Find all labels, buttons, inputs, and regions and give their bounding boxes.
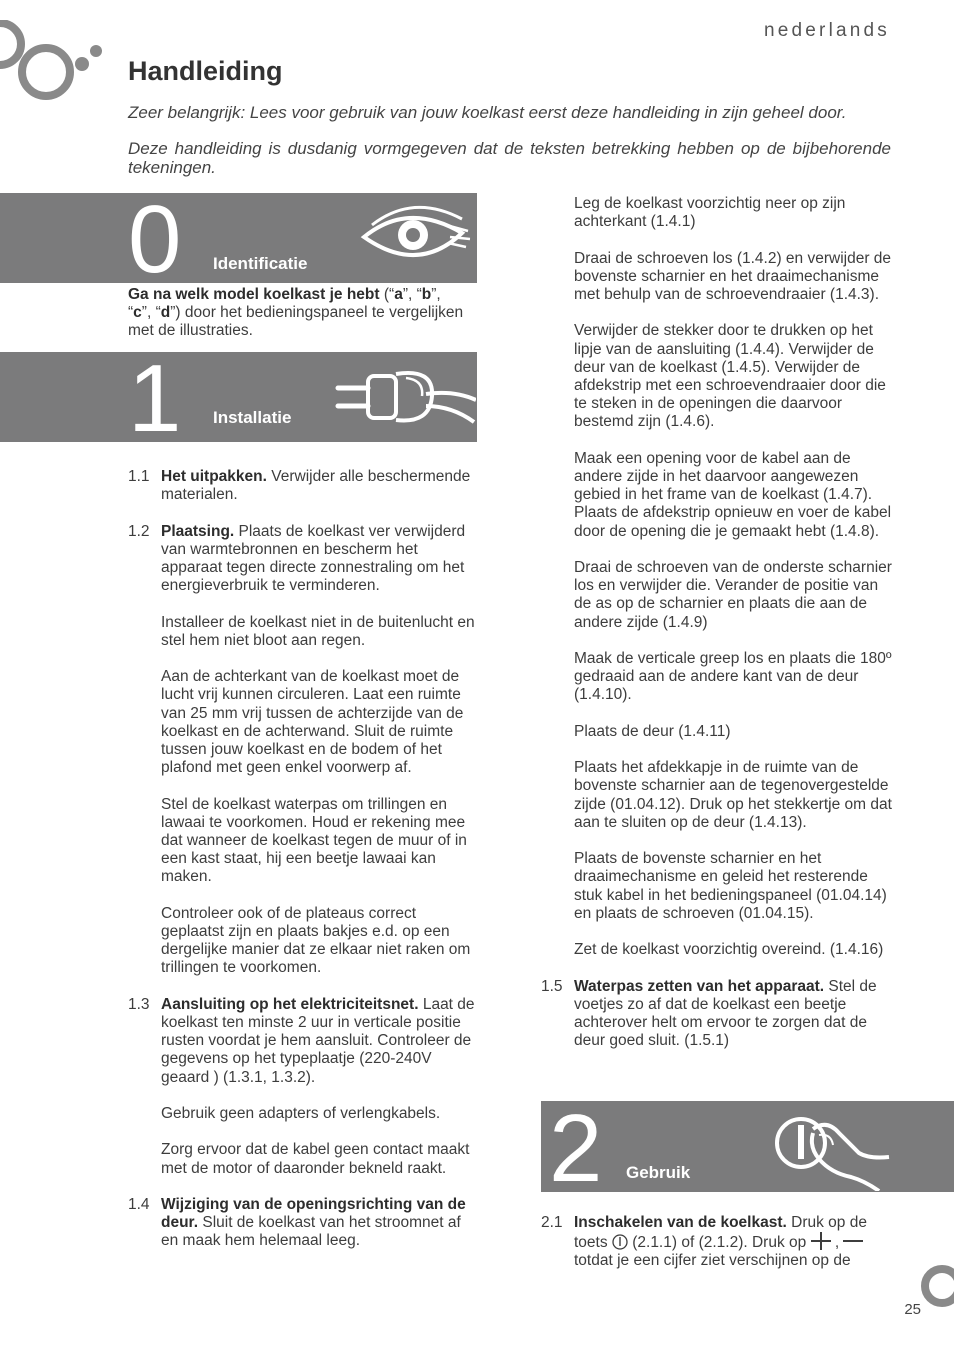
section-0-banner: [0, 186, 477, 293]
step-handle: Maak de verticale greep los en plaats die 180º gedraaid aan de andere kant van de deur (1.4.10).: [574, 650, 892, 704]
step-lay-down: Leg de koelkast voorzichtig neer op zijn achterkant (1.4.1): [574, 195, 846, 231]
minus-icon: [843, 1232, 863, 1250]
step-upright: Zet de koelkast voorzichtig overeind. (1.4.16): [574, 941, 884, 959]
finger-press-icon: [769, 1111, 893, 1191]
power-button-icon: [612, 1234, 628, 1250]
item-1-2: 1.2 Plaatsing. Plaats de koelkast ver verwijderd van warmtebronnen en bescherm het apparaat tegen directe zonnestraling om het energieverbruik te verminderen.: [128, 522, 466, 595]
section-2-label: Gebruik: [626, 1163, 691, 1182]
intro-note: Deze handleiding is dusdanig vormgegeven dat de teksten betrekking hebben op de bijbehorende tekeningen.: [128, 139, 891, 177]
eye-icon: [358, 197, 473, 273]
section-0-text: Ga na welk model koelkast je hebt (“a”, “b”, “c”, “d”) door het bedieningspaneel te vergelijken met de illustraties.: [128, 286, 464, 340]
step-place-door: Plaats de deur (1.4.11): [574, 722, 731, 740]
item-1-3-para-cable: Zorg ervoor dat de kabel geen contact maakt met de motor of daaronder bekneld raakt.: [161, 1141, 470, 1177]
section-1-label: Installatie: [213, 408, 292, 427]
item-1-2-para-air: Aan de achterkant van de koelkast moet de lucht vrij kunnen circuleren. Laat een ruimte van 25 mm vrij tussen de achterzijde van de koelkast en de achterwand. Sluit de ruimte tussen jouw koelkast en de bodem of het plafond met geen enkel voorwerp af.: [161, 668, 464, 777]
plug-icon: [334, 366, 476, 430]
item-2-1: 2.1 Inschakelen van de koelkast. Druk op de toets (2.1.1) of (2.1.2). Druk op , totdat je een cijfer ziet verschijnen op de: [541, 1214, 867, 1270]
left-column: [128, 468, 478, 1269]
section-2-banner: [541, 1095, 954, 1202]
right-column: [541, 195, 893, 1069]
section-1-number: 1: [128, 345, 182, 452]
page-number: 25: [904, 1301, 921, 1318]
item-1-3-para-adapters: Gebruik geen adapters of verlengkabels.: [161, 1105, 441, 1122]
brand-circles-logo: [0, 20, 110, 105]
plus-icon: [811, 1232, 831, 1250]
section-0-number: 0: [128, 186, 182, 293]
section-2-number: 2: [549, 1095, 603, 1202]
item-1-2-para-level: Stel de koelkast waterpas om trillingen en lawaai te voorkomen. Houd er rekening mee dat wanneer de koelkast tegen de muur of in een kast staat, hij een beetje lawaai kan maken.: [161, 795, 467, 886]
intro-important: Zeer belangrijk: Lees voor gebruik van jouw koelkast eerst deze handleiding in zijn geheel door.: [128, 103, 847, 122]
item-1-4: 1.4 Wijziging van de openingsrichting van de deur. Sluit de koelkast van het stroomnet af en maak hem helemaal leeg.: [128, 1195, 466, 1250]
language-label: nederlands: [763, 20, 890, 41]
step-remove-plug: Verwijder de stekker door te drukken op het lipje van de aansluiting (1.4.4). Verwijder de deur van de koelkast (1.4.5). Verwijder de afdekstrip met een schroevendraaier door die te steken in de openingen die daarvoor bestemd zijn (1.4.6).: [574, 322, 886, 431]
identify-model-bold: Ga na welk model koelkast je hebt: [128, 286, 380, 303]
item-1-1: 1.1 Het uitpakken. Verwijder alle beschermende materialen.: [128, 468, 471, 504]
corner-circle-logo: [918, 1264, 954, 1308]
step-lower-hinge: Draai de schroeven van de onderste scharnier los en verwijder die. Verander de positie van de as op de scharnier en plaats die aan de andere zijde (1.4.9): [574, 559, 892, 631]
item-1-2-para-outdoor: Installeer de koelkast niet in de buitenlucht en stel hem niet bloot aan regen.: [161, 613, 475, 649]
page-title: Handleiding: [128, 56, 283, 86]
section-1-banner: [0, 345, 477, 452]
section-2-text: [541, 1214, 893, 1289]
section-0-label: Identificatie: [213, 254, 308, 273]
step-cable-opening: Maak een opening voor de kabel aan de andere zijde in het daarvoor aangewezen gebied in het frame van de koelkast (1.4.7). Plaats de afdekstrip opnieuw en voer de kabel door de opening die je gemaakt hebt (1.4.8).: [574, 449, 892, 540]
item-1-5: 1.5 Waterpas zetten van het apparaat. Stel de voetjes zo af dat de koelkast een beetje achterover helt om ervoor te zorgen dat de deur goed sluit. (1.5.1): [541, 977, 877, 1050]
item-1-3: 1.3 Aansluiting op het elektriciteitsnet. Laat de koelkast ten minste 2 uur in verticale positie rusten voordat je hem aansluit. Controleer de gegevens op het typeplaatje (220-240V geaard ) (1.3.1, 1.3.2).: [128, 995, 475, 1086]
step-unscrew-hinge: Draai de schroeven los (1.4.2) en verwijder de bovenste scharnier en het draaimechanisme met behulp van de schroevendraaier (1.4.3).: [574, 249, 892, 303]
step-cover-cap: Plaats het afdekkapje in de ruimte van de bovenste scharnier aan de tegenovergestelde zijde (01.04.12). Druk op het stekkertje om dat aan te sluiten op de deur (1.4.13).: [574, 759, 892, 831]
step-upper-hinge: Plaats de bovenste scharnier en het draaimechanisme en geleid het resterende stuk kabel in het bedieningspaneel (01.04.14) en plaats de schroeven (01.04.15).: [574, 850, 887, 922]
item-1-2-para-shelves: Controleer ook of de plateaus correct geplaatst zijn en plaats bakjes e.d. op een dergelijke manier dat ze elkaar niet raken om trillingen te voorkomen.: [161, 904, 471, 977]
